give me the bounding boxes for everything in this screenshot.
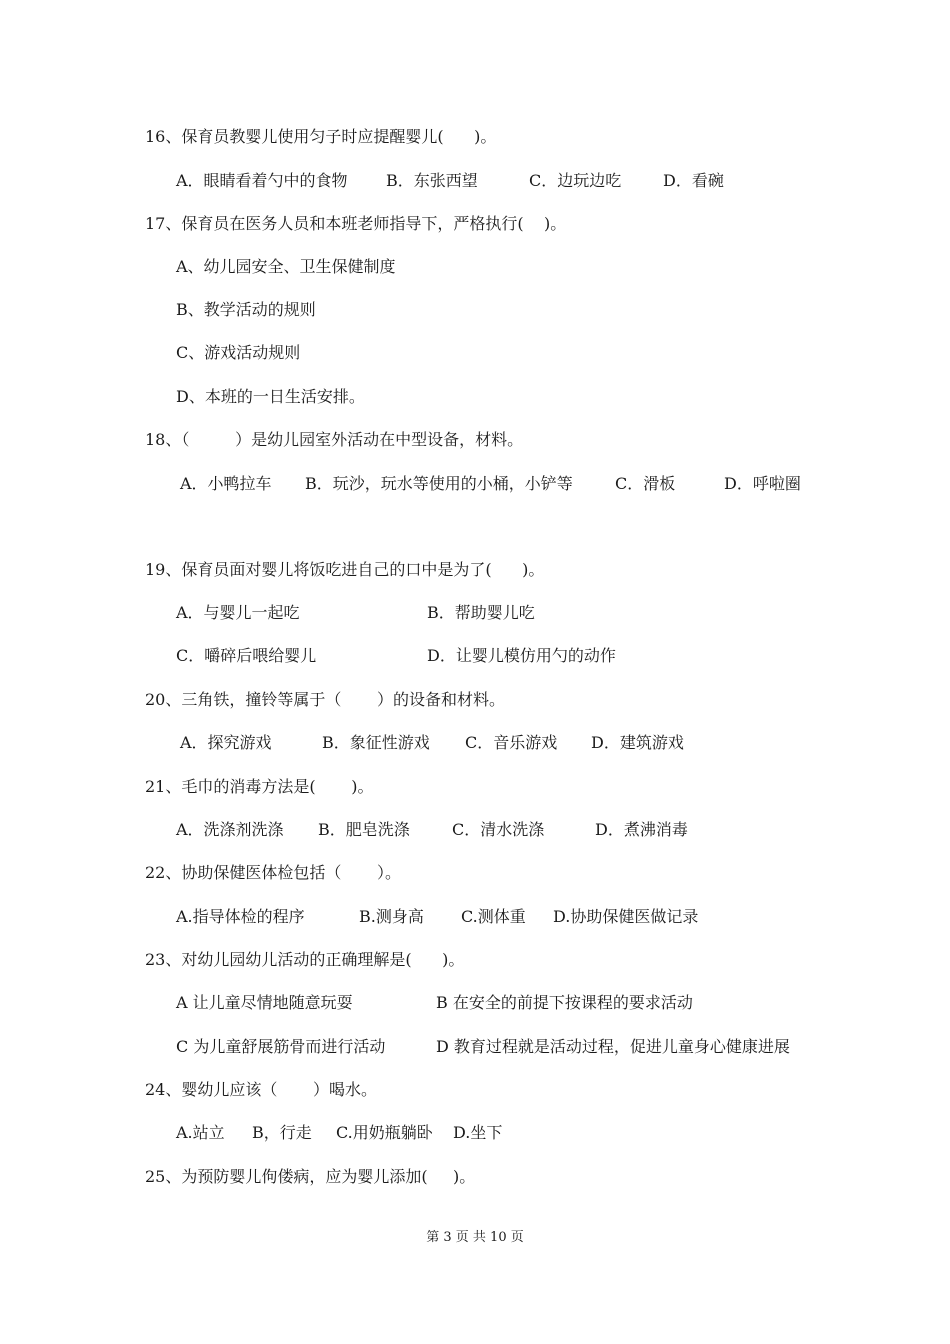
question-20-stem: 20、三角铁，撞铃等属于（ ）的设备和材料。 [145,690,505,709]
question-24-stem: 24、婴幼儿应该（ ）喝水。 [145,1080,377,1099]
question-22-option-a: A.指导体检的程序 [176,907,305,926]
question-20-option-d: D．建筑游戏 [591,733,684,752]
question-16-option-d: D．看碗 [663,171,724,190]
question-16-stem: 16、保育员教婴儿使用匀子时应提醒婴儿( )。 [145,127,497,146]
question-19-option-c: C．嚼碎后喂给婴儿 [176,646,317,665]
question-17-option-b: B、教学活动的规则 [176,300,316,319]
question-22-option-c: C.测体重 [461,907,526,926]
question-20-option-b: B．象征性游戏 [322,733,430,752]
question-21-option-c: C．清水洗涤 [452,820,545,839]
question-19-option-b: B．帮助婴儿吃 [427,603,535,622]
question-23-option-c: C 为儿童舒展筋骨而进行活动 [176,1037,386,1056]
question-18-option-b: B．玩沙，玩水等使用的小桶，小铲等 [305,474,573,493]
question-22-option-d: D.协助保健医做记录 [553,907,699,926]
question-18-option-a: A．小鸭拉车 [180,474,272,493]
question-23-stem: 23、对幼儿园幼儿活动的正确理解是( )。 [145,950,465,969]
question-20-option-c: C．音乐游戏 [465,733,558,752]
question-21-option-d: D．煮沸消毒 [595,820,688,839]
question-17-option-c: C、游戏活动规则 [176,343,301,362]
question-24-option-b: B，行走 [252,1123,312,1142]
question-24-option-a: A.站立 [176,1123,225,1142]
question-16-option-a: A．眼睛看着勺中的食物 [176,171,348,190]
question-24-option-c: C.用奶瓶躺卧 [336,1123,433,1142]
question-19-option-a: A．与婴儿一起吃 [176,603,300,622]
question-21-stem: 21、毛巾的消毒方法是( )。 [145,777,374,796]
question-18-option-d: D．呼啦圈 [724,474,801,493]
question-21-option-b: B．肥皂洗涤 [318,820,410,839]
question-18-option-c: C．滑板 [615,474,676,493]
question-16-option-b: B．东张西望 [386,171,478,190]
question-17-option-d: D、本班的一日生活安排。 [176,387,365,406]
question-17-stem: 17、保育员在医务人员和本班老师指导下，严格执行( )。 [145,214,567,233]
question-23-option-a: A 让儿童尽情地随意玩耍 [176,993,353,1012]
question-20-option-a: A．探究游戏 [180,733,272,752]
question-18-stem: 18、（ ）是幼儿园室外活动在中型设备，材料。 [145,430,524,449]
question-22-option-b: B.测身高 [359,907,424,926]
question-19-option-d: D．让婴儿模仿用勺的动作 [427,646,616,665]
question-22-stem: 22、协助保健医体检包括（ ）。 [145,863,401,882]
question-24-option-d: D.坐下 [453,1123,503,1142]
question-16-option-c: C．边玩边吃 [529,171,622,190]
question-25-stem: 25、为预防婴儿佝偻病，应为婴儿添加( )。 [145,1167,476,1186]
question-19-stem: 19、保育员面对婴儿将饭吃进自己的口中是为了( )。 [145,560,545,579]
question-23-option-d: D 教育过程就是活动过程，促进儿童身心健康进展 [436,1037,790,1056]
page-number-footer: 第 3 页 共 10 页 [426,1230,524,1245]
question-17-option-a: A、幼儿园安全、卫生保健制度 [176,257,396,276]
question-21-option-a: A．洗涤剂洗涤 [176,820,284,839]
question-23-option-b: B 在安全的前提下按课程的要求活动 [436,993,693,1012]
